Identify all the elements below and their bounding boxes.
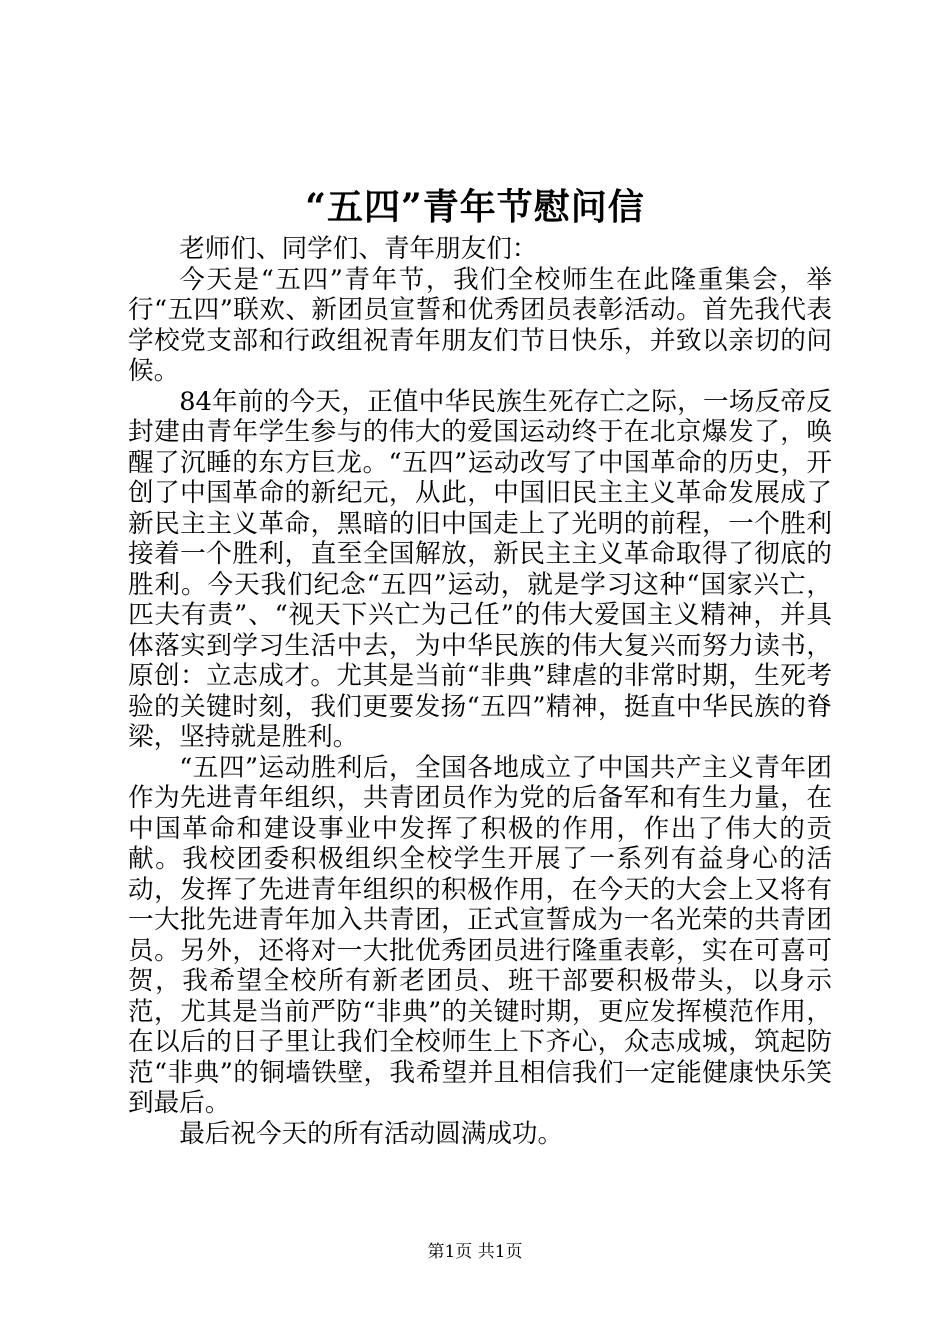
letter-body <box>128 234 832 1149</box>
page-footer: 第1页 共1页 <box>427 1242 523 1262</box>
salutation: 老师们、同学们、青年朋友们： <box>179 234 538 264</box>
paragraph-2: 84年前的今天，正值中华民族生死存亡之际，一场反帝反封建由青年学生参与的伟大的爱国运动终于在北京爆发了，唤醒了沉睡的东方巨龙。“五四”运动改写了中国革命的历史，开创了中国革命的新纪元，从此，中国旧民主主义革命发展成了新民主主义革命，黑暗的旧中国走上了光明的前程，一个胜利接着一个胜利，直至全国解放，新民主主义革命取得了彻底的胜利。今天我们纪念“五四”运动，就是学习这种“国家兴亡，匹夫有责”、“视天下兴亡为己任”的伟大爱国主义精神，并具体落实到学习生活中去，为中华民族的伟大复兴而努力读书，原创：立志成才。尤其是当前“非典”肆虐的非常时期，生死考验的关键时刻，我们更要发扬“五四”精神，挺直中华民族的脊梁，坚持就是胜利。 <box>128 386 832 752</box>
document-title: “五四”青年节慰问信 <box>305 186 645 228</box>
paragraph-1: 今天是“五四”青年节，我们全校师生在此隆重集会，举行“五四”联欢、新团员宣誓和优秀团员表彰活动。首先我代表学校党支部和行政组祝青年朋友们节日快乐，并致以亲切的问候。 <box>128 264 832 386</box>
paragraph-4: 最后祝今天的所有活动圆满成功。 <box>179 1118 564 1149</box>
paragraph-3: “五四”运动胜利后，全国各地成立了中国共产主义青年团作为先进青年组织，共青团员作为党的后备军和有生力量，在中国革命和建设事业中发挥了积极的作用，作出了伟大的贡献。我校团委积极组织全校学生开展了一系列有益身心的活动，发挥了先进青年组织的积极作用，在今天的大会上又将有一大批先进青年加入共青团，正式宣誓成为一名光荣的共青团员。另外，还将对一大批优秀团员进行隆重表彰，实在可喜可贺，我希望全校所有新老团员、班干部要积极带头，以身示范，尤其是当前严防“非典”的关键时期，更应发挥模范作用，在以后的日子里让我们全校师生上下齐心，众志成城，筑起防范“非典”的铜墙铁壁，我希望并且相信我们一定能健康快乐笑到最后。 <box>128 752 832 1118</box>
